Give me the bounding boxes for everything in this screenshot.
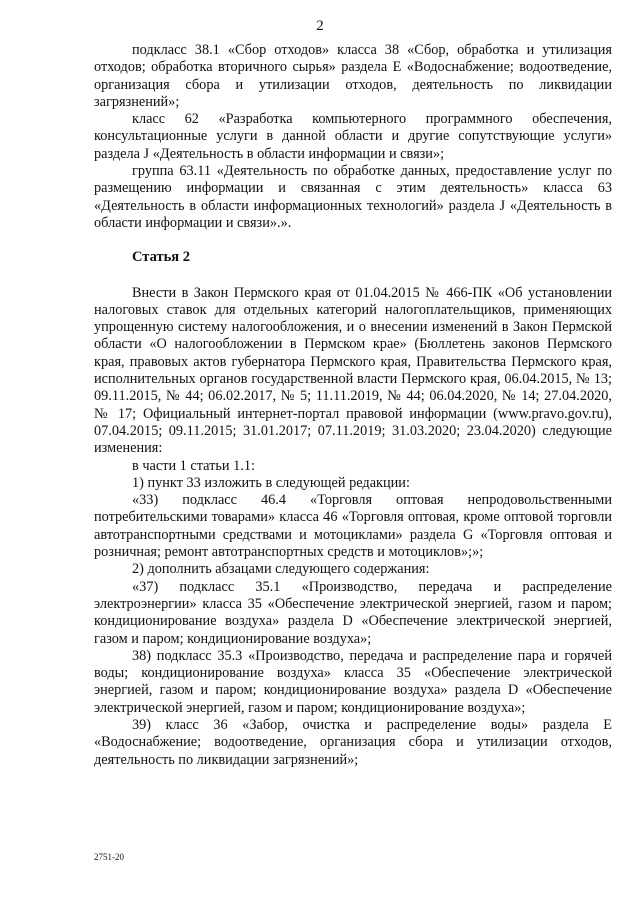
paragraph-point-39: 39) класс 36 «Забор, очистка и распределение воды» раздела E «Водоснабжение; водоотведение, организация сбора и утилизации отходов, деятельность по ликвидации загрязнений»; — [94, 716, 612, 768]
paragraph-point-33: «33) подкласс 46.4 «Торговля оптовая непродовольственными потребительскими товарами» класса 46 «Торговля оптовая, кроме оптовой торговли автотранспортными средствами и мотоциклами» раздела G «Торговля оптовая и розничная; ремонт автотранспортных средств и мотоциклов»;»; — [94, 492, 612, 561]
footer-code: 2751-20 — [94, 852, 124, 862]
paragraph-point-37: «37) подкласс 35.1 «Производство, передача и распределение электроэнергии» класса 35 «Обеспечение электрической энергией, газом и паром; кондиционирование воздуха» раздела D «Обеспечение электрической энергией, газом и паром; кондиционирование воздуха»; — [94, 578, 612, 647]
paragraph-amendment-intro: Внести в Закон Пермского края от 01.04.2015 № 466-ПК «Об установлении налоговых ставок для отдельных категорий налогоплательщиков, применяющих упрощенную систему налогообложения, и о внесении изменений в Закон Пермской области «О налогообложении в Пермском крае» (Бюллетень законов Пермского края, правовых актов губернатора Пермского края, Правительства Пермского края, исполнительных органов государственной власти Пермского края, 06.04.2015, № 13; 09.11.2015, № 44; 06.02.2017, № 5; 11.11.2019, № 44; 06.04.2020, № 14; 27.04.2020, № 17; Официальный интернет-портал правовой информации (www.pravo.gov.ru), 07.04.2015; 09.11.2015; 31.01.2017; 07.11.2019; 31.03.2020; 23.04.2020) следующие изменения: — [94, 284, 612, 457]
paragraph-item-1: 1) пункт 33 изложить в следующей редакции: — [132, 474, 410, 491]
paragraph-class-62: класс 62 «Разработка компьютерного программного обеспечения, консультационные услуги в данной области и другие сопутствующие услуги» раздела J «Деятельность в области информации и связи»; — [94, 111, 612, 162]
page-number: 2 — [316, 18, 324, 34]
paragraph-point-38: 38) подкласс 35.3 «Производство, передача и распределение пара и горячей воды; кондиционирование воздуха» класса 35 «Обеспечение электрической энергией, газом и паром; кондиционирование воздуха» раздела D «Обеспечение электрической энергией, газом и паром; кондиционирование воздуха»; — [94, 647, 612, 716]
article-heading: Статья 2 — [132, 249, 190, 266]
document-body — [94, 42, 612, 769]
paragraph-part-1: в части 1 статьи 1.1: — [132, 457, 255, 474]
paragraph-subclass-38-1: подкласс 38.1 «Сбор отходов» класса 38 «Сбор, обработка и утилизация отходов; обработка вторичного сырья» раздела E «Водоснабжение; водоотведение, организация сбора и утилизации отходов, деятельность по ликвидации загрязнений»; — [94, 42, 612, 110]
paragraph-item-2: 2) дополнить абзацами следующего содержания: — [132, 561, 430, 578]
paragraph-group-63-11: группа 63.11 «Деятельность по обработке данных, предоставление услуг по размещению информации и связанная с этим деятельность» класса 63 «Деятельность в области информационных технологий» раздела J «Деятельность в области информации и связи».». — [94, 163, 612, 231]
